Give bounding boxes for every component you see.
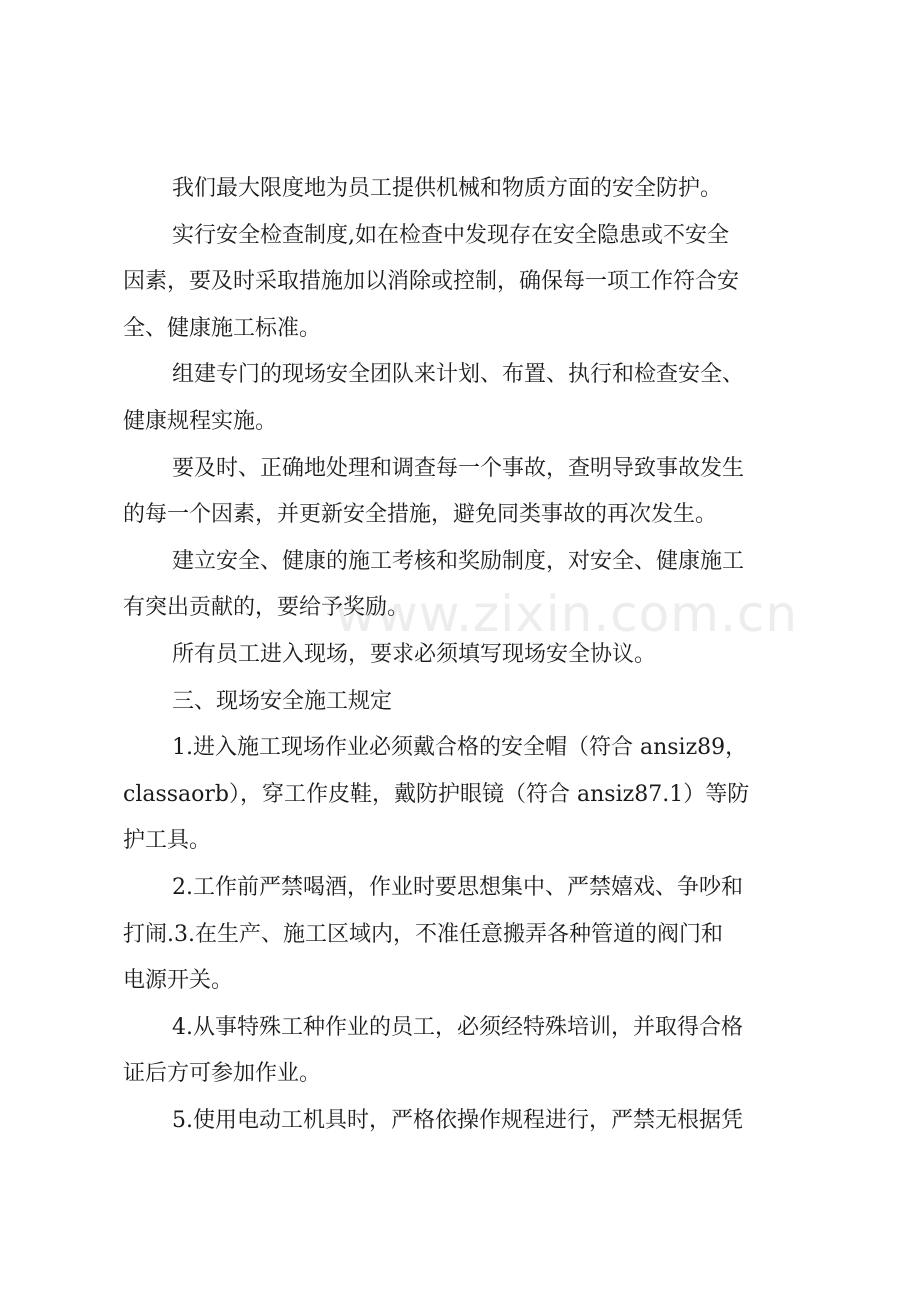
paragraph-line: 电源开关。	[123, 968, 234, 994]
paragraph-line: 健康规程实施。	[123, 408, 278, 434]
paragraph-line: 建立安全、健康的施工考核和奖励制度，对安全、健康施工	[172, 548, 745, 574]
paragraph-line: 打闹.3.在生产、施工区域内，不准任意搬弄各种管道的阀门和	[123, 921, 723, 947]
watermark-text: www.zixin.com.cn	[335, 585, 799, 643]
paragraph-line: 5.使用电动工机具时，严格依操作规程进行，严禁无根据凭	[172, 1107, 743, 1133]
paragraph-line: 证后方可参加作业。	[123, 1061, 322, 1087]
document-body	[123, 166, 813, 1144]
paragraph-line: 1.进入施工现场作业必须戴合格的安全帽（符合 ansiz89，	[172, 735, 748, 761]
paragraph-line: 4.从事特殊工种作业的员工，必须经特殊培训，并取得合格	[172, 1014, 743, 1040]
paragraph-line: 我们最大限度地为员工提供机械和物质方面的安全防护。	[172, 176, 723, 201]
paragraph-line: 全、健康施工标准。	[123, 315, 322, 341]
section-heading: 三、现场安全施工规定	[172, 688, 393, 714]
paragraph-line: 2.工作前严禁喝酒，作业时要思想集中、严禁嬉戏、争吵和	[172, 874, 743, 900]
paragraph-line: 护工具。	[123, 828, 212, 854]
paragraph-line: 组建专门的现场安全团队来计划、布置、执行和检查安全、	[172, 362, 745, 388]
paragraph-line: 的每一个因素，并更新安全措施，避免同类事故的再次发生。	[123, 502, 718, 528]
paragraph-line: 实行安全检查制度,如在检查中发现存在安全隐患或不安全	[172, 222, 729, 248]
paragraph-line: classaorb），穿工作皮鞋，戴防护眼镜（符合 ansiz87.1）等防	[123, 781, 750, 807]
paragraph-line: 所有员工进入现场，要求必须填写现场安全协议。	[172, 641, 657, 667]
paragraph-line: 要及时、正确地处理和调查每一个事故，查明导致事故发生	[172, 455, 745, 481]
paragraph-line: 有突出贡献的，要给予奖励。	[123, 595, 410, 621]
paragraph-line: 因素，要及时采取措施加以消除或控制，确保每一项工作符合安	[123, 269, 740, 295]
